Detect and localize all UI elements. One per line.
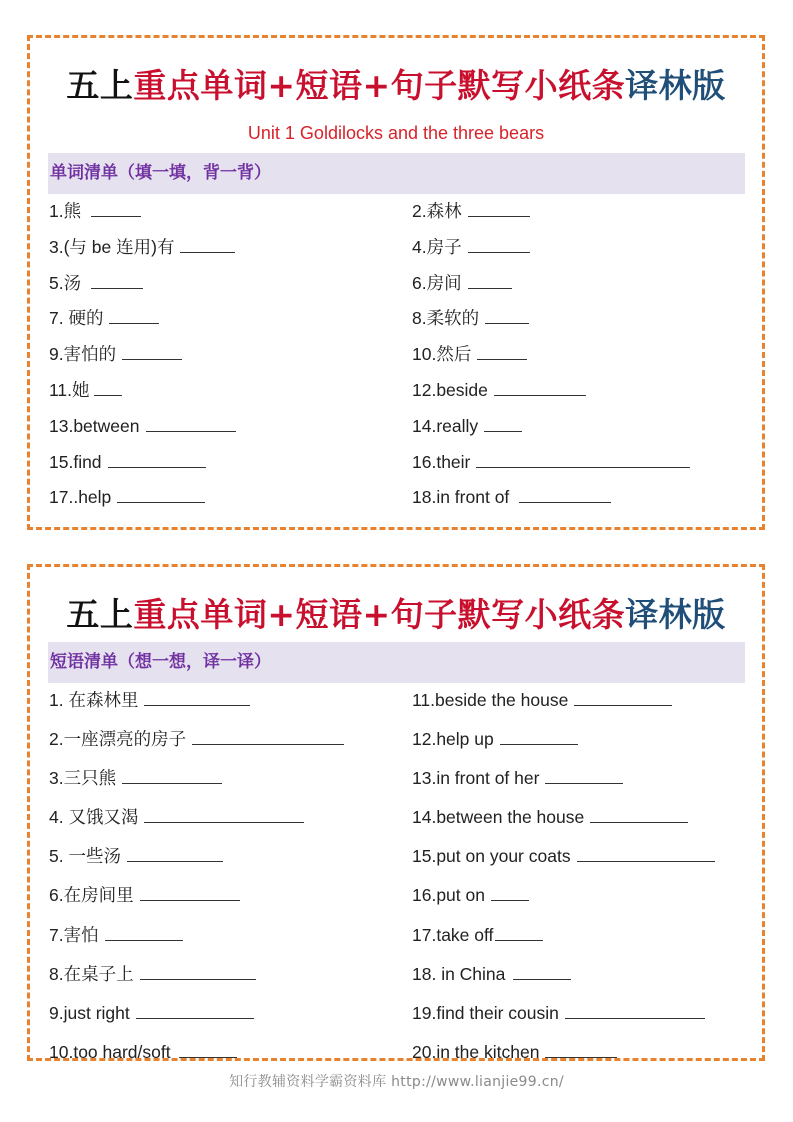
list-row (49, 234, 749, 270)
answer-blank[interactable] (94, 377, 122, 396)
word-list-card (27, 35, 765, 530)
list-item (412, 765, 623, 789)
list-item (49, 922, 183, 947)
answer-blank[interactable] (500, 726, 578, 745)
list-row (49, 1000, 749, 1039)
item-prompt: 18. in China (412, 963, 506, 984)
answer-blank[interactable] (491, 882, 529, 901)
answer-blank[interactable] (179, 1039, 237, 1058)
list-item (412, 484, 611, 508)
answer-blank[interactable] (485, 305, 529, 324)
answer-blank[interactable] (565, 1000, 705, 1019)
item-prompt: 4.房子 (412, 236, 462, 257)
title-part-topic: 重点单词+短语+句子默写小纸条 (133, 595, 626, 634)
list-item (412, 234, 530, 259)
answer-blank[interactable] (91, 270, 143, 289)
answer-blank[interactable] (468, 234, 530, 253)
item-prompt: 2.一座漂亮的房子 (49, 729, 187, 750)
answer-blank[interactable] (494, 377, 586, 396)
item-prompt: 12.help up (412, 729, 494, 750)
list-row (49, 804, 749, 843)
answer-blank[interactable] (495, 922, 543, 941)
item-prompt: 15.find (49, 451, 102, 472)
answer-blank[interactable] (468, 270, 512, 289)
list-item (412, 413, 522, 437)
list-row (49, 270, 749, 306)
item-prompt: 8.柔软的 (412, 308, 480, 329)
item-prompt: 2.森林 (412, 201, 462, 221)
list-item (49, 1000, 254, 1024)
list-row (49, 377, 749, 413)
answer-blank[interactable] (146, 413, 236, 432)
item-prompt: 13.between (49, 415, 140, 436)
answer-blank[interactable] (476, 449, 690, 468)
item-prompt: 10.然后 (412, 344, 472, 365)
item-prompt: 16.their (412, 451, 471, 472)
answer-blank[interactable] (577, 843, 715, 862)
answer-blank[interactable] (192, 726, 344, 745)
answer-blank[interactable] (545, 1039, 617, 1058)
answer-blank[interactable] (484, 413, 522, 432)
list-item (49, 804, 304, 829)
list-item (412, 198, 530, 223)
answer-blank[interactable] (91, 198, 141, 217)
item-prompt: 19.find their cousin (412, 1002, 559, 1023)
section-header-words: 单词清单（填一填，背一背） (48, 153, 745, 194)
item-prompt: 10.too hard/soft (49, 1041, 171, 1062)
item-prompt: 17.take off (412, 924, 494, 945)
word-rows (49, 198, 749, 520)
item-prompt: 14.between the house (412, 807, 585, 828)
item-prompt: 7. 硬的 (49, 308, 104, 329)
answer-blank[interactable] (109, 305, 159, 324)
answer-blank[interactable] (122, 765, 222, 784)
item-prompt: 16.put on (412, 885, 485, 906)
item-prompt: 18.in front of (412, 487, 510, 508)
list-item (49, 270, 143, 295)
item-prompt: 9.害怕的 (49, 344, 117, 365)
list-item (49, 843, 223, 868)
answer-blank[interactable] (545, 765, 623, 784)
item-prompt: 9.just right (49, 1002, 130, 1023)
card-title (30, 60, 762, 107)
item-prompt: 7.害怕 (49, 924, 99, 945)
list-item (49, 882, 240, 907)
list-row (49, 843, 749, 882)
answer-blank[interactable] (108, 449, 206, 468)
list-row (49, 922, 749, 961)
item-prompt: 20.in the kitchen (412, 1041, 540, 1062)
item-prompt: 8.在桌子上 (49, 963, 134, 984)
answer-blank[interactable] (144, 687, 250, 706)
title-part-edition: 译林版 (625, 66, 726, 105)
item-prompt: 5.汤 (49, 272, 82, 293)
answer-blank[interactable] (144, 804, 304, 823)
list-row (49, 882, 749, 921)
list-item (49, 726, 344, 751)
list-item (49, 1039, 237, 1063)
list-row (49, 449, 749, 485)
list-row (49, 198, 749, 234)
footer-watermark: 知行教辅资料学霸资料库 http://www.lianjie99.cn/ (229, 1074, 564, 1090)
list-row (49, 961, 749, 1000)
section-header-phrases: 短语清单（想一想，译一译） (48, 642, 745, 683)
list-item (49, 765, 222, 790)
answer-blank[interactable] (122, 341, 182, 360)
list-item (49, 305, 159, 330)
list-item (412, 377, 586, 401)
answer-blank[interactable] (519, 484, 611, 503)
answer-blank[interactable] (180, 234, 235, 253)
answer-blank[interactable] (140, 882, 240, 901)
answer-blank[interactable] (468, 198, 530, 217)
list-item (412, 1039, 617, 1063)
item-prompt: 6.房间 (412, 272, 462, 293)
item-prompt: 12.beside (412, 379, 488, 400)
list-item (412, 922, 543, 946)
list-row (49, 413, 749, 449)
title-part-grade: 五上 (66, 595, 134, 634)
list-row (49, 687, 749, 726)
unit-subtitle: Unit 1 Goldilocks and the three bears (247, 123, 545, 143)
list-item (49, 484, 205, 508)
title-part-grade: 五上 (66, 66, 134, 105)
list-item (412, 804, 688, 828)
list-row (49, 305, 749, 341)
list-item (49, 961, 256, 986)
list-row (49, 484, 749, 520)
list-item (412, 687, 672, 711)
answer-blank[interactable] (105, 922, 183, 941)
item-prompt: 3.(与 be 连用)有 (49, 236, 175, 257)
title-part-topic: 重点单词+短语+句子默写小纸条 (133, 66, 626, 105)
item-prompt: 14.really (412, 415, 479, 436)
list-row (49, 726, 749, 765)
card-title (30, 589, 762, 636)
answer-blank[interactable] (513, 961, 571, 980)
phrase-rows (49, 687, 749, 1078)
list-item (412, 341, 527, 366)
list-item (412, 1000, 705, 1024)
item-prompt: 15.put on your coats (412, 846, 571, 867)
list-item (49, 234, 235, 259)
list-item (412, 270, 512, 295)
answer-blank[interactable] (590, 804, 688, 823)
list-item (412, 726, 578, 750)
list-item (49, 198, 141, 223)
list-row (49, 341, 749, 377)
list-item (412, 961, 571, 985)
item-prompt: 1. 在森林里 (49, 690, 139, 710)
list-item (49, 687, 250, 712)
list-row (49, 765, 749, 804)
phrase-list-card (27, 564, 765, 1061)
list-item (49, 341, 182, 366)
item-prompt: 1.熊 (49, 201, 82, 221)
list-item (49, 413, 236, 437)
answer-blank[interactable] (127, 843, 223, 862)
item-prompt: 4. 又饿又渴 (49, 807, 139, 828)
list-item (49, 377, 122, 402)
answer-blank[interactable] (136, 1000, 254, 1019)
item-prompt: 11.她 (49, 379, 90, 400)
item-prompt: 17..help (49, 487, 112, 508)
list-item (412, 449, 690, 473)
item-prompt: 13.in front of her (412, 768, 540, 789)
item-prompt: 6.在房间里 (49, 885, 134, 906)
list-item (412, 305, 529, 330)
answer-blank[interactable] (574, 687, 672, 706)
item-prompt: 11.beside the house (412, 690, 569, 710)
title-part-edition: 译林版 (625, 595, 726, 634)
answer-blank[interactable] (117, 484, 205, 503)
list-item (49, 449, 206, 473)
answer-blank[interactable] (477, 341, 527, 360)
list-item (412, 882, 529, 906)
item-prompt: 5. 一些汤 (49, 846, 121, 867)
item-prompt: 3.三只熊 (49, 768, 117, 789)
answer-blank[interactable] (140, 961, 256, 980)
list-item (412, 843, 715, 867)
